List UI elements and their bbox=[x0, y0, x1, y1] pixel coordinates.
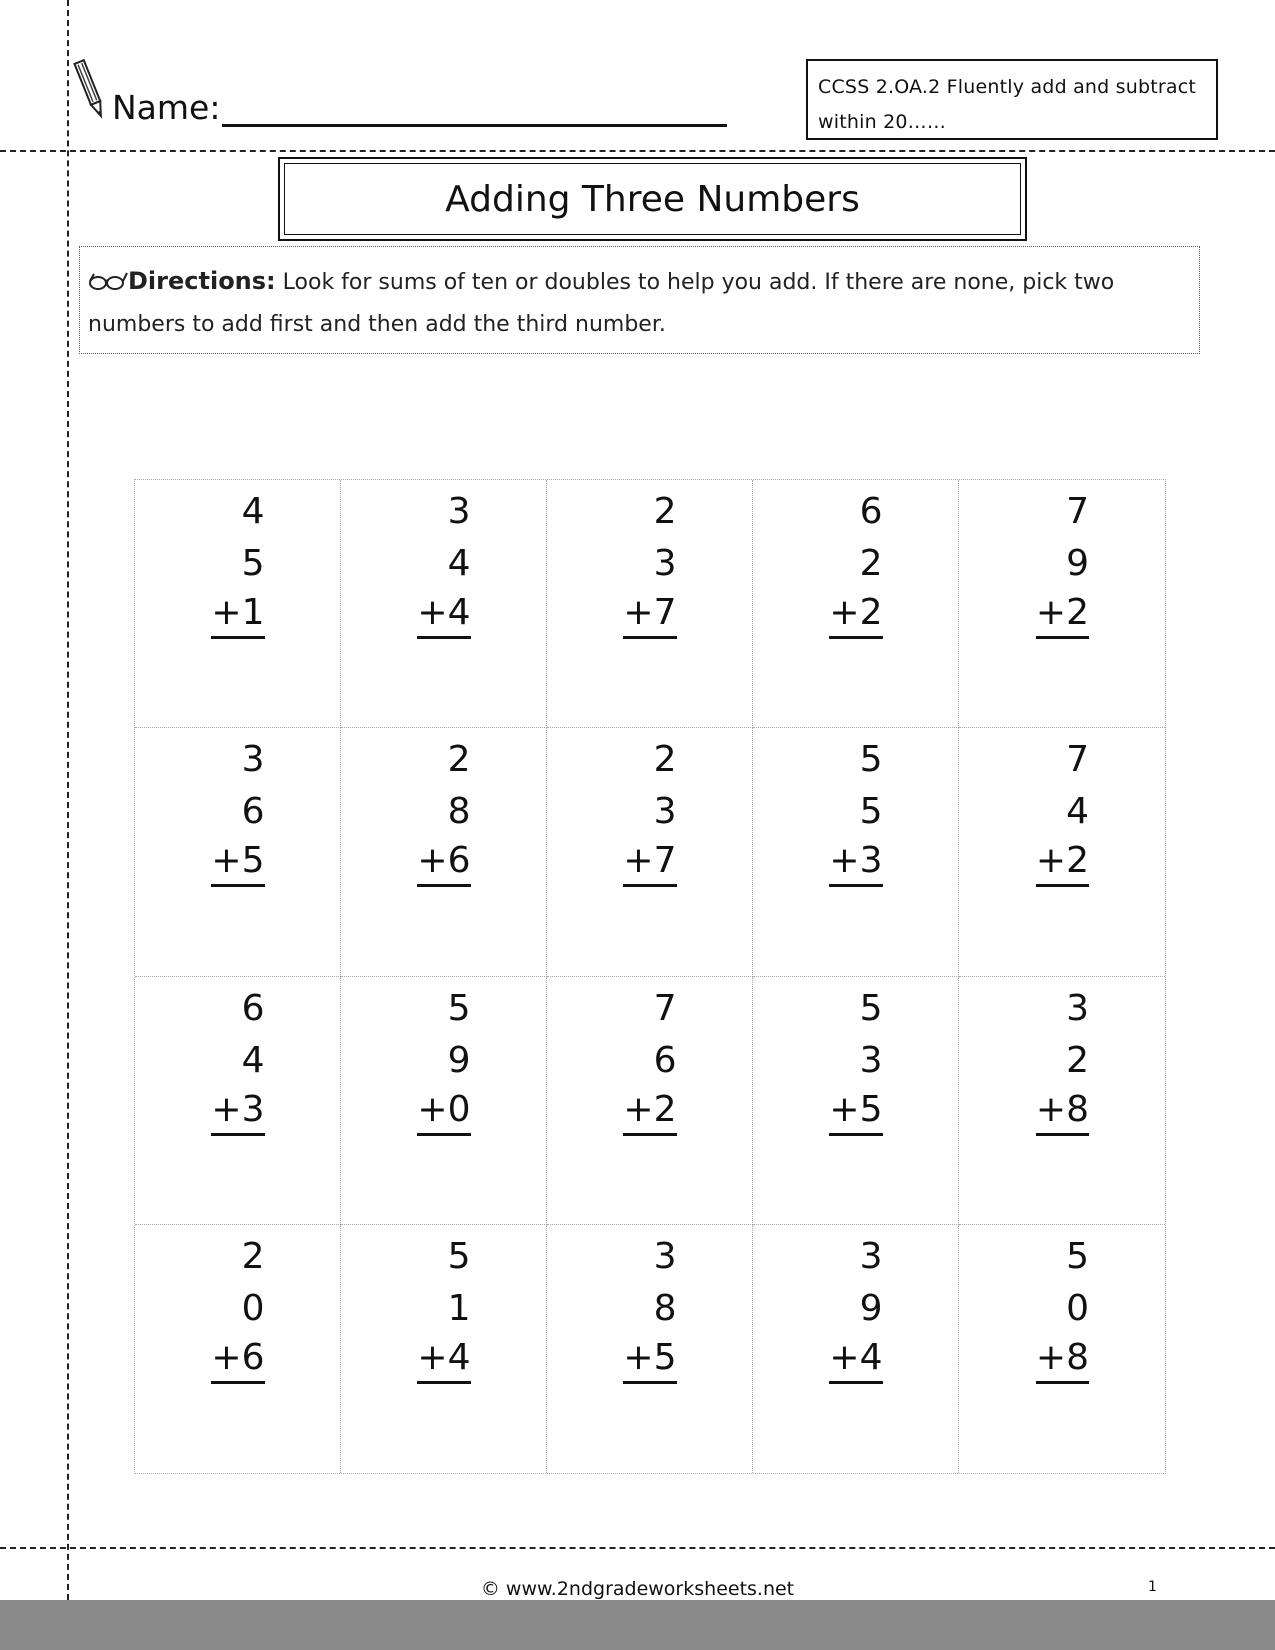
problem-addend3: +5 bbox=[623, 1335, 676, 1384]
addition-problem bbox=[829, 734, 883, 975]
problem-addend1: 3 bbox=[241, 739, 265, 781]
problem-addend1: 3 bbox=[653, 1235, 677, 1277]
problem-cell bbox=[959, 1225, 1165, 1473]
problem-addend2: 6 bbox=[241, 791, 265, 833]
directions-box bbox=[79, 246, 1200, 354]
problem-cell bbox=[753, 480, 959, 728]
problem-addend3: +2 bbox=[623, 1087, 676, 1136]
problem-addend1: 6 bbox=[241, 987, 265, 1029]
problem-addend1: 2 bbox=[241, 1235, 265, 1277]
problem-addend3: +1 bbox=[211, 590, 264, 639]
problem-addend1: 6 bbox=[859, 491, 883, 532]
problem-addend2: 6 bbox=[653, 1039, 677, 1081]
page-title: Adding Three Numbers bbox=[284, 163, 1021, 235]
problem-cell bbox=[753, 977, 959, 1225]
problem-addend3: +7 bbox=[623, 838, 676, 887]
problem-addend2: 5 bbox=[241, 543, 265, 584]
addition-problem bbox=[1035, 1231, 1089, 1473]
problem-cell bbox=[341, 1225, 547, 1473]
problem-cell bbox=[135, 1225, 341, 1473]
addition-problem bbox=[623, 1231, 677, 1473]
problem-addend2: 3 bbox=[653, 543, 677, 584]
problem-cell bbox=[135, 480, 341, 728]
problem-addend3: +2 bbox=[829, 590, 882, 639]
copyright-footer: © www.2ndgradeworksheets.net bbox=[480, 1578, 795, 1600]
vertical-cut-line bbox=[67, 0, 69, 1600]
problem-cell bbox=[959, 480, 1165, 728]
problem-cell bbox=[135, 977, 341, 1225]
problem-addend3: +8 bbox=[1036, 1335, 1089, 1384]
addition-problem bbox=[623, 734, 677, 975]
problem-addend2: 9 bbox=[859, 1287, 883, 1329]
addition-problem bbox=[1035, 983, 1089, 1224]
top-cut-line bbox=[0, 150, 1275, 152]
problem-addend3: +4 bbox=[417, 590, 470, 639]
glasses-icon bbox=[88, 270, 128, 292]
problem-addend1: 7 bbox=[653, 987, 677, 1029]
problem-addend2: 0 bbox=[1066, 1287, 1089, 1329]
addition-problem bbox=[211, 1231, 265, 1473]
problem-addend1: 3 bbox=[1066, 987, 1089, 1029]
problem-cell bbox=[547, 1225, 753, 1473]
addition-problem bbox=[417, 486, 471, 727]
problem-grid bbox=[134, 479, 1166, 1474]
problem-addend3: +6 bbox=[417, 838, 470, 887]
problem-addend1: 5 bbox=[1066, 1235, 1089, 1277]
problem-addend1: 4 bbox=[241, 491, 265, 532]
problem-addend1: 3 bbox=[859, 1235, 883, 1277]
problem-addend1: 2 bbox=[447, 739, 471, 781]
problem-cell bbox=[341, 977, 547, 1225]
addition-problem bbox=[417, 1231, 471, 1473]
title-box bbox=[278, 157, 1027, 241]
problem-addend3: +5 bbox=[211, 838, 264, 887]
addition-problem bbox=[211, 983, 265, 1224]
problem-addend2: 2 bbox=[1066, 1039, 1089, 1081]
problem-addend1: 5 bbox=[859, 739, 883, 781]
addition-problem bbox=[211, 486, 265, 727]
problem-cell bbox=[341, 480, 547, 728]
problem-addend3: +0 bbox=[417, 1087, 470, 1136]
problem-addend3: +3 bbox=[829, 838, 882, 887]
problem-addend2: 2 bbox=[859, 543, 883, 584]
directions-label: Directions: bbox=[128, 267, 276, 295]
name-line bbox=[222, 90, 727, 127]
problem-addend1: 5 bbox=[859, 987, 883, 1029]
page-number: 1 bbox=[1148, 1579, 1157, 1595]
problem-addend2: 5 bbox=[859, 791, 883, 833]
problem-addend2: 4 bbox=[447, 543, 471, 584]
problem-addend1: 5 bbox=[447, 987, 471, 1029]
pencil-icon bbox=[72, 56, 108, 122]
problem-cell bbox=[547, 977, 753, 1225]
problem-addend3: +4 bbox=[829, 1335, 882, 1384]
problem-addend1: 7 bbox=[1066, 739, 1089, 781]
problem-cell bbox=[547, 728, 753, 976]
problem-addend3: +6 bbox=[211, 1335, 264, 1384]
problem-cell bbox=[135, 728, 341, 976]
addition-problem bbox=[829, 486, 883, 727]
standard-box: CCSS 2.OA.2 Fluently add and subtract within 20…… bbox=[806, 59, 1218, 140]
problem-addend2: 4 bbox=[241, 1039, 265, 1081]
problem-cell bbox=[959, 977, 1165, 1225]
addition-problem bbox=[1035, 734, 1089, 975]
problem-addend2: 3 bbox=[859, 1039, 883, 1081]
problem-cell bbox=[959, 728, 1165, 976]
problem-addend1: 2 bbox=[653, 491, 677, 532]
problem-addend2: 4 bbox=[1066, 791, 1089, 833]
problem-addend2: 1 bbox=[447, 1287, 471, 1329]
bottom-cut-line bbox=[0, 1547, 1275, 1549]
problem-addend2: 9 bbox=[1066, 543, 1089, 584]
problem-addend2: 8 bbox=[653, 1287, 677, 1329]
addition-problem bbox=[417, 734, 471, 975]
addition-problem bbox=[829, 983, 883, 1224]
problem-addend2: 0 bbox=[241, 1287, 265, 1329]
problem-addend2: 9 bbox=[447, 1039, 471, 1081]
problem-cell bbox=[753, 1225, 959, 1473]
problem-cell bbox=[341, 728, 547, 976]
addition-problem bbox=[623, 983, 677, 1224]
problem-addend3: +3 bbox=[211, 1087, 264, 1136]
addition-problem bbox=[417, 983, 471, 1224]
problem-addend3: +7 bbox=[623, 590, 676, 639]
name-label: Name: bbox=[112, 88, 221, 127]
addition-problem bbox=[829, 1231, 883, 1473]
problem-addend1: 5 bbox=[447, 1235, 471, 1277]
problem-cell bbox=[753, 728, 959, 976]
problem-addend2: 3 bbox=[653, 791, 677, 833]
directions-text: Look for sums of ten or doubles to help you add. If there are none, pick two numbers to add first and then add the third number. bbox=[88, 270, 1115, 337]
problem-cell bbox=[547, 480, 753, 728]
problem-addend3: +2 bbox=[1036, 590, 1089, 639]
problem-addend1: 2 bbox=[653, 739, 677, 781]
addition-problem bbox=[623, 486, 677, 727]
problem-addend2: 8 bbox=[447, 791, 471, 833]
problem-addend1: 7 bbox=[1066, 491, 1089, 532]
problem-addend3: +2 bbox=[1036, 838, 1089, 887]
scan-bottom-strip bbox=[0, 1600, 1275, 1650]
problem-addend3: +4 bbox=[417, 1335, 470, 1384]
name-field bbox=[112, 88, 727, 127]
problem-addend3: +8 bbox=[1036, 1087, 1089, 1136]
addition-problem bbox=[211, 734, 265, 975]
addition-problem bbox=[1035, 486, 1089, 727]
problem-addend3: +5 bbox=[829, 1087, 882, 1136]
problem-addend1: 3 bbox=[447, 491, 471, 532]
